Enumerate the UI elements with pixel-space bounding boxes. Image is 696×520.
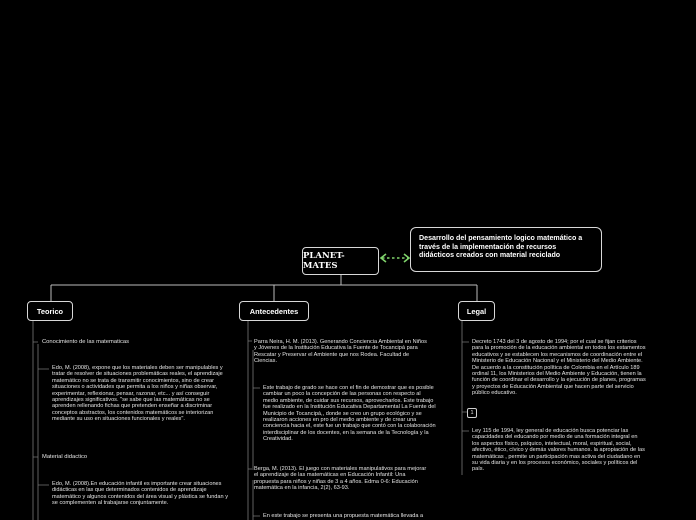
legal-badge[interactable] bbox=[467, 408, 477, 418]
antecedentes-reference-2[interactable]: Berga, M. (2013). El juego con materiales manipulativos para mejorar el aprendizaje de las matemáticas en Educación Infantil: Una propuesta para niños y niñas de 3 a 4 años. Edma 0-6: Educación matemática en la infancia, 2(2), 63-93. bbox=[254, 466, 427, 492]
central-topic[interactable] bbox=[302, 247, 379, 275]
legal-text-1[interactable]: Decreto 1743 del 3 de agosto de 1994; por el cual se fijan criterios para la promoción de la educación ambiental en todos los estamentos educativos y se establecen los mecanismos de coordinación entre el Ministerio de Educación Nacional y el Ministerio del Medio Ambiente. De acuerdo a la constitución política de Colombia en el Artículo 189 ordinal 11, los Ministerios del Medio Ambiente y Educación, tienen la función de coordinar el desarrollo y la ejecución de planes, programas y proyectos de Educación Ambiental que hacen parte del servicio público educativo. bbox=[472, 339, 646, 397]
subtopic-conocimiento[interactable]: Conocimiento de las matematicas bbox=[42, 339, 129, 345]
legal-badge-number: 1 bbox=[470, 410, 474, 416]
relationship-note[interactable] bbox=[410, 227, 602, 272]
antecedentes-reference-1[interactable]: Parra Neira, H. M. (2013). Generando Conciencia Ambiental en Niños y Jóvenes de la Institución Educativa la Fuente de Tocancipá para Rescatar y Preservar el Ambiente que nos Rodea. Facultad de Ciencias. bbox=[254, 339, 427, 365]
branch-teorico[interactable] bbox=[27, 301, 73, 321]
antecedentes-text-1: Este trabajo de grado se hace con el fin de demostrar que es posible cambiar un poco la concepción de las personas con respecto al medio ambiente, de cuidar sus recursos, aprovecharlos. Este trabajo fue realizado en la Institución Educativa Departamental La Fuente del Municipio de Tocancipá,, donde se creo un grupo ecológico y se realizaron acciones en pro del medio ambiente y de crear una conciencia hacia el, este fue un trabajo que contó con la colaboración interdisciplinar de los docentes, en la semana de la Tecnología y la Creatividad. bbox=[263, 385, 436, 443]
central-topic-label: PLANET-MATES bbox=[303, 251, 345, 271]
branch-legal-label: Legal bbox=[466, 306, 487, 316]
teorico-text-1: Edo, M. (2008), expone que los materiales deben ser manipulables y tratar de resolver de situaciones problemáticas reales, el aprendizaje matemático no se trata de transmitir conocimientos, sino de crear situaciones o actividades que permita a los niños y niñas observar, experimentar, reflexionar, pensar, razonar, etc... y así conseguir aprendizajes significativos. "se sabe que las matemáticas no se aprenden rellenando fichas que pretenden enseñar a discriminar conceptos abstractos, los contenidos matemáticos se interiorizan mediante su uso en situaciones funcionales y reales". bbox=[52, 365, 223, 423]
teorico-text-2: Edo, M. (2008).En educación infantil es importante crear situaciones didácticas en las que determinados contenidos de aprendizaje matemático y algunos contenidos del área visual y plástica se fundan y se complementen al trabajarse conjuntamente. bbox=[52, 481, 228, 507]
subtopic-material-didactico[interactable]: Material didactico bbox=[42, 454, 88, 460]
relationship-note-text: Desarrollo del pensamiento logico matemático a través de la implementación de recursos didácticos creados con material reciclado bbox=[419, 234, 583, 260]
legal-text-2[interactable]: Ley 115 de 1994, ley general de educación busca potenciar las capacidades del educando por medio de una formación integral en los aspectos físico, psíquico, intelectual, moral, espiritual, social, afectivo, ético, cívico y demás valores humanos. la apropiación de las matemáticas , permite un participación mas activa del ciudadano en su vida diaria y en los procesos económico, sociales y políticos del país. bbox=[472, 428, 645, 473]
branch-antecedentes-label: Antecedentes bbox=[249, 306, 299, 316]
branch-teorico-label: Teorico bbox=[36, 306, 64, 316]
branch-antecedentes[interactable] bbox=[239, 301, 309, 321]
branch-legal[interactable] bbox=[458, 301, 495, 321]
antecedentes-text-2: En este trabajo se presenta una propuesta matemática llevada a bbox=[263, 513, 424, 519]
